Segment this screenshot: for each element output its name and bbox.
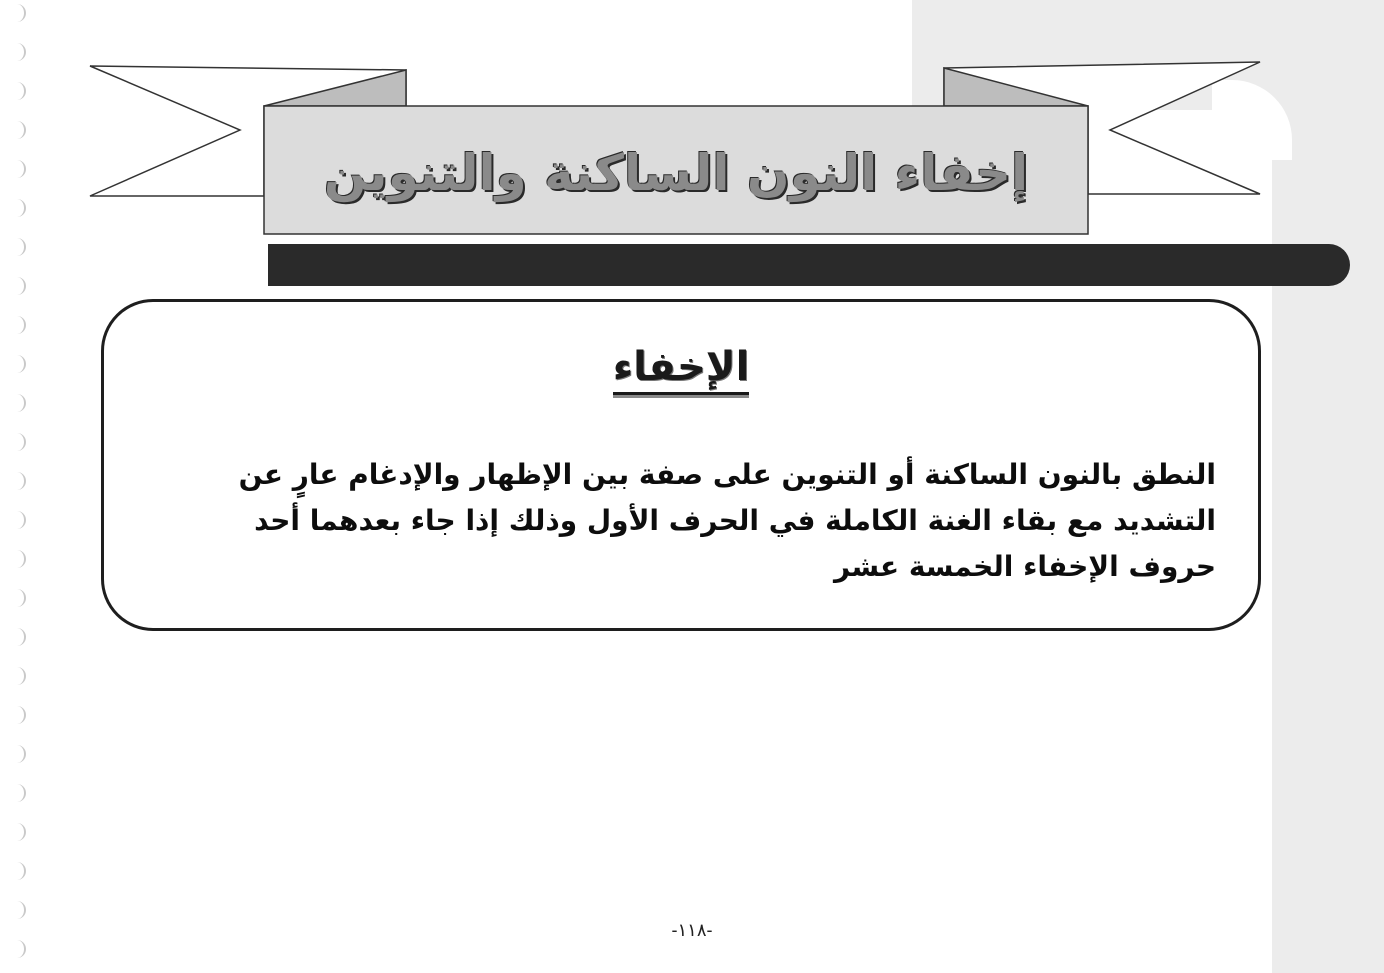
binding-ring [10,433,26,451]
definition-heading-text: الإخفاء [613,344,750,395]
binding-ring [10,784,26,802]
binding-ring [10,355,26,373]
definition-heading [101,344,1261,395]
binding-ring [10,316,26,334]
binding-ring [10,628,26,646]
title-underline-bar [268,244,1350,286]
binding-ring [10,862,26,880]
page-number: -١١٨- [671,920,713,940]
binding-ring [10,589,26,607]
binding-ring [10,823,26,841]
definition-body: النطق بالنون الساكنة أو التنوين على صفة بين الإظهار والإدغام عارٍ عن التشديد مع بقاء الغنة الكاملة في الحرف الأول وذلك إذا جاء بعدهما أحد حروف الإخفاء الخمسة عشر [238,458,1216,583]
binding-ring [10,940,26,958]
page-title: إخفاء النون الساكنة والتنوين [323,144,1029,202]
binding-ring [10,745,26,763]
binding-ring [10,901,26,919]
binding-ring [10,511,26,529]
binding-ring [10,550,26,568]
binding-ring [10,667,26,685]
binding-ring [10,706,26,724]
binding-ring [10,394,26,412]
binding-ring [10,472,26,490]
